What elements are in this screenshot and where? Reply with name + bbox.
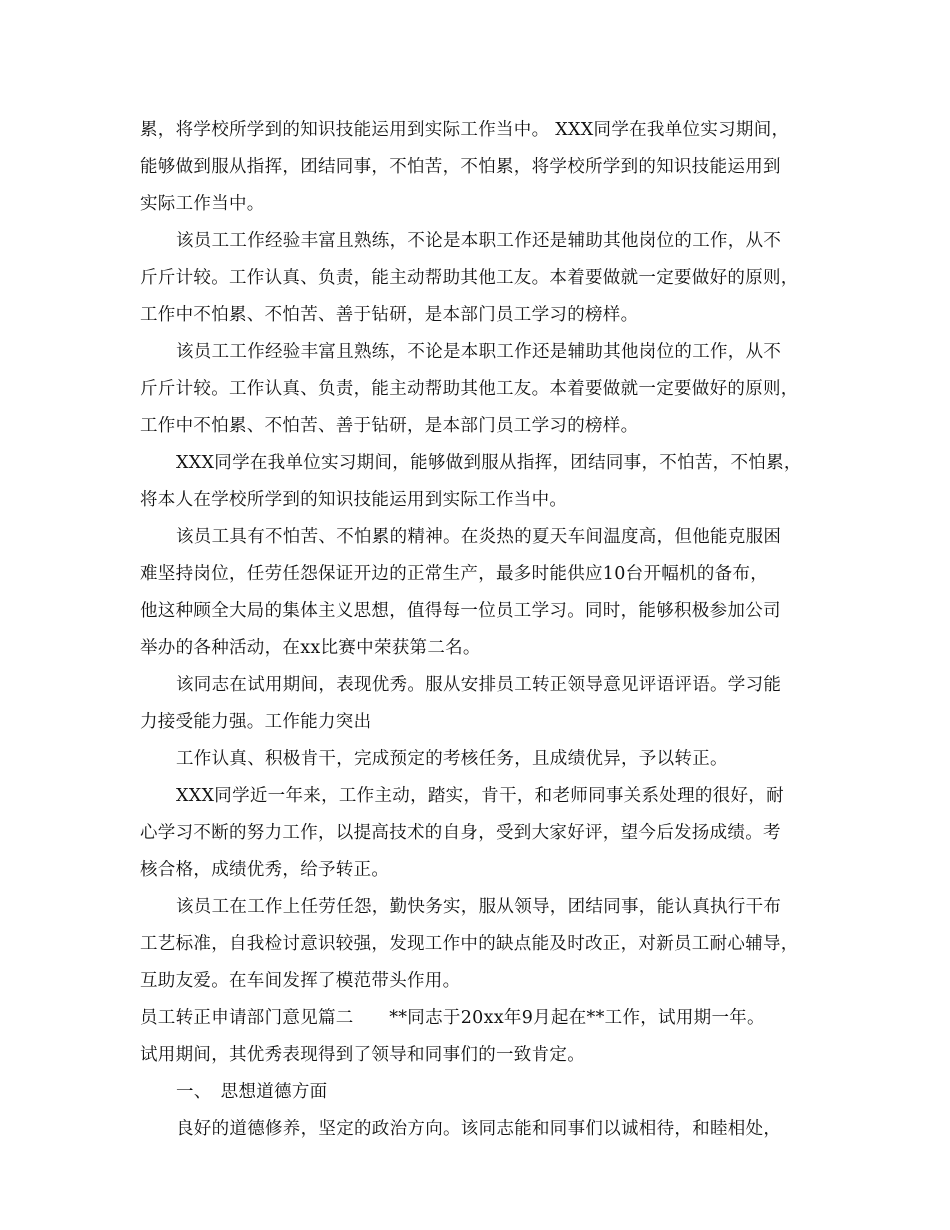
text-line: 该员工在工作上任劳任怨，勤快务实，服从领导，团结同事，能认真执行干布 bbox=[176, 897, 782, 917]
text-line: 斤斤计较。工作认真、负责，能主动帮助其他工友。本着要做就一定要做好的原则， bbox=[140, 268, 799, 288]
text-line: 该员工工作经验丰富且熟练，不论是本职工作还是辅助其他岗位的工作，从不 bbox=[176, 342, 782, 362]
text-line: 工作认真、积极肯干，完成预定的考核任务，且成绩优异，予以转正。 bbox=[176, 749, 728, 769]
text-line: 良好的道德修养，坚定的政治方向。该同志能和同事们以诚相待，和睦相处， bbox=[176, 1119, 782, 1139]
text-line: 核合格，成绩优秀，给予转正。 bbox=[140, 860, 390, 880]
text-line: 工艺标准，自我检讨意识较强，发现工作中的缺点能及时改正，对新员工耐心辅导， bbox=[140, 934, 799, 954]
text-line: 能够做到服从指挥，团结同事，不怕苦，不怕累，将学校所学到的知识技能运用到 bbox=[140, 157, 781, 177]
text-line: XXX同学近一年来，工作主动，踏实，肯干，和老师同事关系处理的很好，耐 bbox=[176, 786, 784, 806]
text-line: 工作中不怕累、不怕苦、善于钻研，是本部门员工学习的榜样。 bbox=[140, 305, 639, 325]
text-line: 心学习不断的努力工作，以提高技术的自身，受到大家好评，望今后发扬成绩。考 bbox=[140, 823, 781, 843]
text-line: 力接受能力强。工作能力突出 bbox=[140, 712, 372, 732]
text-line: 互助友爱。在车间发挥了模范带头作用。 bbox=[140, 971, 461, 991]
text-line: 他这种顾全大局的集体主义思想，值得每一位员工学习。同时，能够积极参加公司 bbox=[140, 601, 781, 621]
text-line: 试用期间，其优秀表现得到了领导和同事们的一致肯定。 bbox=[140, 1045, 585, 1065]
text-line: XXX同学在我单位实习期间，能够做到服从指挥，团结同事，不怕苦，不怕累， bbox=[176, 453, 802, 473]
text-line: 该员工工作经验丰富且熟练，不论是本职工作还是辅助其他岗位的工作，从不 bbox=[176, 231, 782, 251]
text-line: 该员工具有不怕苦、不怕累的精神。在炎热的夏天车间温度高，但他能克服困 bbox=[176, 527, 782, 547]
text-line: 该同志在试用期间，表现优秀。服从安排员工转正领导意见评语评语。学习能 bbox=[176, 675, 782, 695]
text-line: 工作中不怕累、不怕苦、善于钻研，是本部门员工学习的榜样。 bbox=[140, 416, 639, 436]
text-line: 实际工作当中。 bbox=[140, 194, 265, 214]
section-heading-line: 员工转正申请部门意见篇二 **同志于20xx年9月起在**工作，试用期一年。 bbox=[140, 1008, 765, 1028]
text-line: 累，将学校所学到的知识技能运用到实际工作当中。 XXX同学在我单位实习期间， bbox=[140, 120, 790, 140]
subsection-heading: 一、 思想道德方面 bbox=[176, 1082, 328, 1102]
text-line: 难坚持岗位，任劳任怨保证开边的正常生产，最多时能供应10台开幅机的备布， bbox=[140, 564, 769, 584]
text-line: 斤斤计较。工作认真、负责，能主动帮助其他工友。本着要做就一定要做好的原则， bbox=[140, 379, 799, 399]
text-line: 举办的各种活动，在xx比赛中荣获第二名。 bbox=[140, 638, 481, 658]
text-line: 将本人在学校所学到的知识技能运用到实际工作当中。 bbox=[140, 490, 568, 510]
